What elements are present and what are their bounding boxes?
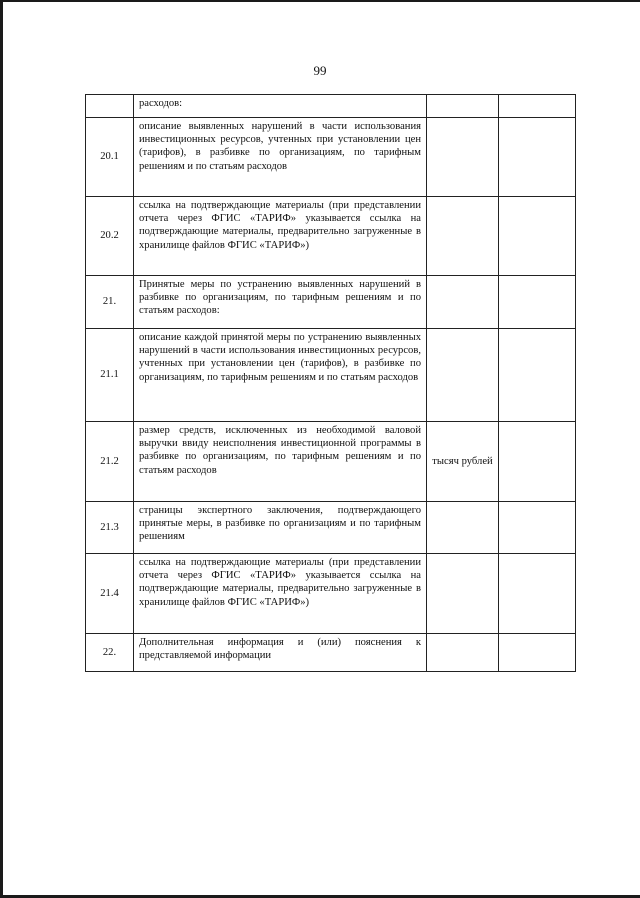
table-row [86,422,576,502]
row-unit [427,502,499,554]
row-value [499,554,576,634]
row-description: описание каждой принятой меры по устранению выявленных нарушений в части использования инвестиционных ресурсов, учтенных при установлении цен (тарифов), в разбивке по организациям, по тарифным решениям и по статьям расходов [134,329,427,422]
row-number: 21. [86,276,134,329]
row-number: 21.2 [86,422,134,502]
row-description: Дополнительная информация и (или) пояснения к представляемой информации [134,634,427,672]
row-unit [427,197,499,276]
row-unit [427,634,499,672]
row-value [499,422,576,502]
table-row [86,95,576,118]
table-row [86,329,576,422]
scan-edge-left [0,0,3,898]
row-number: 21.1 [86,329,134,422]
scan-edge-top [0,0,640,2]
row-value [499,276,576,329]
row-number: 21.4 [86,554,134,634]
row-number: 20.1 [86,118,134,197]
row-description: размер средств, исключенных из необходимой валовой выручки ввиду неисполнения инвестиционной программы в разбивке по организациям, по тарифным решениям и по статьям расходов [134,422,427,502]
row-description: описание выявленных нарушений в части использования инвестиционных ресурсов, учтенных при установлении цен (тарифов), в разбивке по организациям, по тарифным решениям и по статьям расходов [134,118,427,197]
row-value [499,634,576,672]
row-number: 21.3 [86,502,134,554]
table-row [86,502,576,554]
page-number: 99 [313,63,327,78]
row-unit [427,95,499,118]
row-description: страницы экспертного заключения, подтверждающего принятые меры, в разбивке по организациям и по тарифным решениям [134,502,427,554]
row-description: ссылка на подтверждающие материалы (при представлении отчета через ФГИС «ТАРИФ» указывается ссылка на подтверждающие материалы, предварительно загруженные в хранилище файлов ФГИС «ТАРИФ») [134,554,427,634]
row-value [499,197,576,276]
row-unit [427,276,499,329]
table-row [86,554,576,634]
row-unit [427,329,499,422]
row-value [499,95,576,118]
row-value [499,118,576,197]
row-number [86,95,134,118]
row-number: 20.2 [86,197,134,276]
row-value [499,502,576,554]
table-row [86,634,576,672]
table-row [86,197,576,276]
row-description: Принятые меры по устранению выявленных нарушений в разбивке по организациям, по тарифным решениям и по статьям расходов: [134,276,427,329]
row-unit [427,118,499,197]
row-unit: тысяч рублей [427,422,499,502]
row-description: ссылка на подтверждающие материалы (при представлении отчета через ФГИС «ТАРИФ» указывается ссылка на подтверждающие материалы, предварительно загруженные в хранилище файлов ФГИС «ТАРИФ») [134,197,427,276]
row-number: 22. [86,634,134,672]
row-value [499,329,576,422]
table-row [86,118,576,197]
row-description: расходов: [134,95,427,118]
row-unit [427,554,499,634]
table-row [86,276,576,329]
report-table [85,94,576,672]
